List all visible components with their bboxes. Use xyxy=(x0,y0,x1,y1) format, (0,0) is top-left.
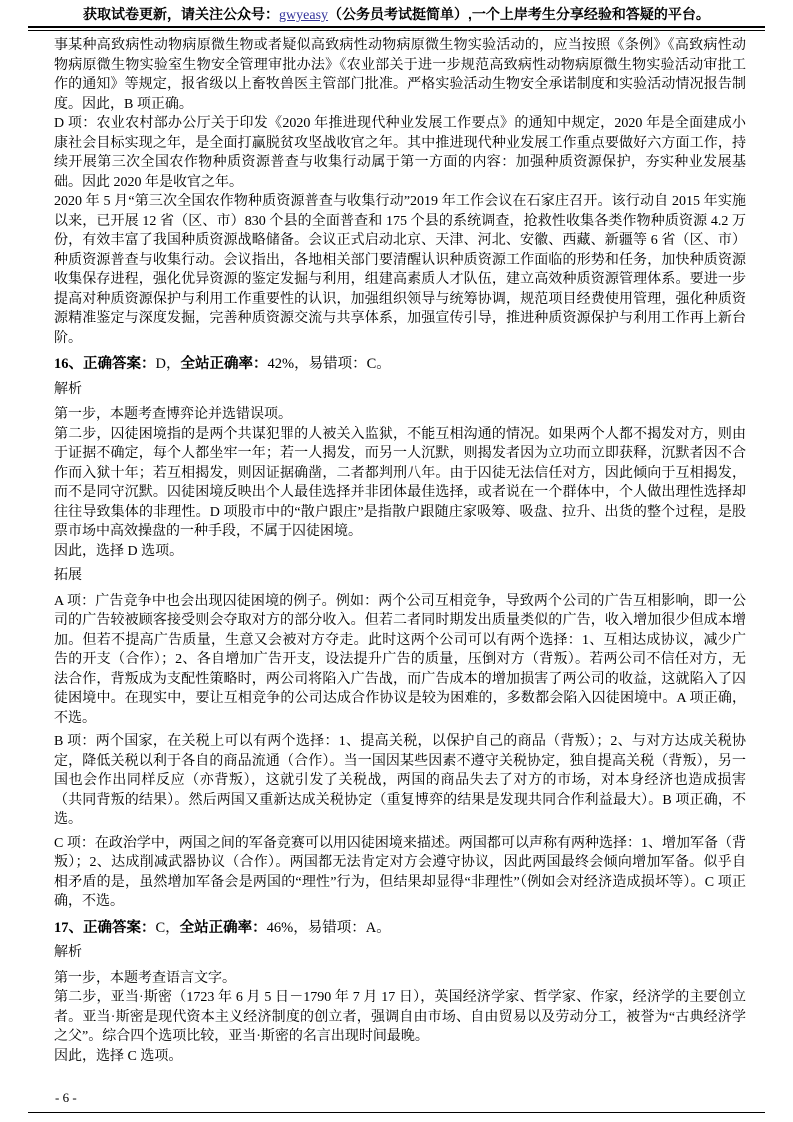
header-suffix: （公务员考试挺简单）,一个上岸考生分享经验和答疑的平台。 xyxy=(328,6,710,22)
q17-answer-value: C， xyxy=(155,919,180,936)
q16-option-a: A 项：广告竞争中也会出现囚徒困境的例子。例如：两个公司互相竞争，导致两个公司的广告互相影响，即一公司的广告较被顾客接受则会夺取对方的部分收入。但若二者同时期发出质量类似的广告，收入增加很少但成本增加。但若不提高广告质量，生意又会被对方夺走。此时这两个公司可以有两个选择：1、互相达成协议，减少广告的开支（合作）；2、各自增加广告开支，设法提升广告的质量，压倒对方（背叛）。若两公司不信任对方，无法合作，背叛成为支配性策略时，两公司将陷入广告战，而广告成本的增加损害了两公司的收益，这就陷入了囚徒困境中。在现实中，要让互相竞争的公司达成合作协议是较为困难的，多数都会陷入囚徒困境中。A 项正确，不选。 xyxy=(54,593,746,726)
page-number: - 6 - xyxy=(55,1090,77,1105)
q16-rate-label: 全站正确率： xyxy=(180,356,268,372)
document-content xyxy=(54,36,746,1066)
q16-step1: 第一步，本题考查博弈论并选错误项。 xyxy=(54,407,292,422)
q16-analysis-label: 解析 xyxy=(54,381,82,397)
q17-answer-line xyxy=(54,919,746,939)
q17-step2: 第二步，亚当·斯密（1723 年 6 月 5 日－1790 年 7 月 17 日），英国经济学家、哲学家、作家，经济学的主要创立者。亚当·斯密是现代资本主义经济制度的创立者，强调自由市场、自由贸易以及劳动分工，被誉为“古典经济学之父”。综合四个选项比较，亚当·斯密的名言出现时间最晚。 xyxy=(54,990,746,1044)
wechat-account-link[interactable]: gwyeasy xyxy=(279,8,329,23)
q17-answer-label: 17、正确答案： xyxy=(54,919,156,936)
q16-rate-value: 42%，易错项：C。 xyxy=(267,356,391,372)
header-prefix: 获取试卷更新，请关注公众号： xyxy=(83,6,280,22)
q17-conclusion: 因此，选择 C 选项。 xyxy=(54,1048,183,1064)
q16-option-c: C 项：在政治学中，两国之间的军备竞赛可以用囚徒困境来描述。两国都可以声称有两种选择：1、增加军备（背叛）；2、达成削减武器协议（合作）。两国都无法肯定对方会遵守协议，因此两国最终会倾向增加军备。似乎自相矛盾的是，虽然增加军备会是两国的“理性”行为，但结果却显得“非理性”（例如会对经济造成损坏等）。C 项正确，不选。 xyxy=(54,835,746,909)
header-divider xyxy=(28,26,765,31)
q16-conclusion: 因此，选择 D 选项。 xyxy=(54,543,184,559)
q16-answer-value: D， xyxy=(155,356,181,372)
page-header xyxy=(0,4,793,24)
q16-option-b: B 项：两个国家，在关税上可以有两个选择：1、提高关税，以保护自己的商品（背叛）；2、与对方达成关税协定，降低关税以利于各自的商品流通（合作）。当一国因某些因素不遵守关税协定，独自提高关税（背叛），另一国也会作出同样反应（亦背叛），这就引发了关税战，两国的商品失去了对方的市场，对本身经济也造成损害（共同背叛的结果）。然后两国又重新达成关税协定（重复博弈的结果是发现共同合作利益最大）。B 项正确，不选。 xyxy=(54,734,746,827)
q16-expand-label: 拓展 xyxy=(54,568,82,583)
q17-analysis-label: 解析 xyxy=(54,945,82,960)
q16-answer-label: 16、正确答案： xyxy=(54,356,156,372)
paragraph-regulation: 事某种高致病性动物病原微生物或者疑似高致病性动物病原微生物实验活动的，应当按照《条例》《高致病性动物病原微生物实验室生物安全管理审批办法》《农业部关于进一步规范高致病性动物病原微生物实验活动审批工作的通知》等规定，报省级以上畜牧兽医主管部门批准。严格实验活动生物安全承诺制度和实验活动情况报告制度。因此，B 项正确。 xyxy=(54,38,746,112)
footer-divider xyxy=(28,1112,765,1113)
q16-answer-line xyxy=(54,355,746,375)
paragraph-option-d: D 项：农业农村部办公厅关于印发《2020 年推进现代种业发展工作要点》的通知中规定，2020 年是全面建成小康社会目标实现之年，是全面打赢脱贫攻坚战收官之年。其中推进现代种业发展工作重点要做好六方面工作，持续开展第三次全国农作物种质资源普查与收集行动属于第一方面的内容：加强种质资源保护，夯实种业发展基础。因此 2020 年是收官之年。 xyxy=(54,116,746,190)
q17-rate-label: 全站正确率： xyxy=(179,919,267,936)
q17-step1: 第一步，本题考查语言文字。 xyxy=(54,970,236,986)
q16-step2: 第二步，囚徒困境指的是两个共谋犯罪的人被关入监狱，不能互相沟通的情况。如果两个人都不揭发对方，则由于证据不确定，每个人都坐牢一年；若一人揭发，而另一人沉默，则揭发者因为立功而立即获释，沉默者因不合作而入狱十年；若互相揭发，则因证据确凿，二者都判刑八年。由于囚徒无法信任对方，因此倾向于互相揭发，而不是同守沉默。囚徒困境反映出个人最佳选择并非团体最佳选择，或者说在一个群体中，个人做出理性选择却往往导致集体的非理性。D 项股市中的“散户跟庄”是指散户跟随庄家吸筹、吸盘、拉升、出货的整个过程，是股票市场中高效操盘的一种手段，不属于囚徒困境。 xyxy=(54,426,746,539)
q17-rate-value: 46%，易错项：A。 xyxy=(266,919,391,936)
paragraph-meeting: 2020 年 5 月“第三次全国农作物种质资源普查与收集行动”2019 年工作会议在石家庄召开。该行动自 2015 年实施以来，已开展 12 省（区、市）830 个县的全面普查和 175 个县的系统调查，抢救性收集各类作物种质资源 4.2 万份，有效丰富了我国种质资源战略储备。会议正式启动北京、天津、河北、安徽、西藏、新疆等 6 省（区、市）种质资源普查与收集行动。会议指出，各地相关部门要清醒认识种质资源工作面临的形势和任务，加快种质资源收集保存进程，强化优异资源的鉴定发掘与利用，组建高素质人才队伍，建立高效种质资源管理体系。要进一步提高对种质资源保护与利用工作重要性的认识，加强组织领导与统筹协调，规范项目经费使用管理，强化种质资源精准鉴定与深度发掘，完善种质资源交流与共享体系，加强宣传引导，推进种质资源保护与利用工作再上新台阶。 xyxy=(54,194,746,346)
